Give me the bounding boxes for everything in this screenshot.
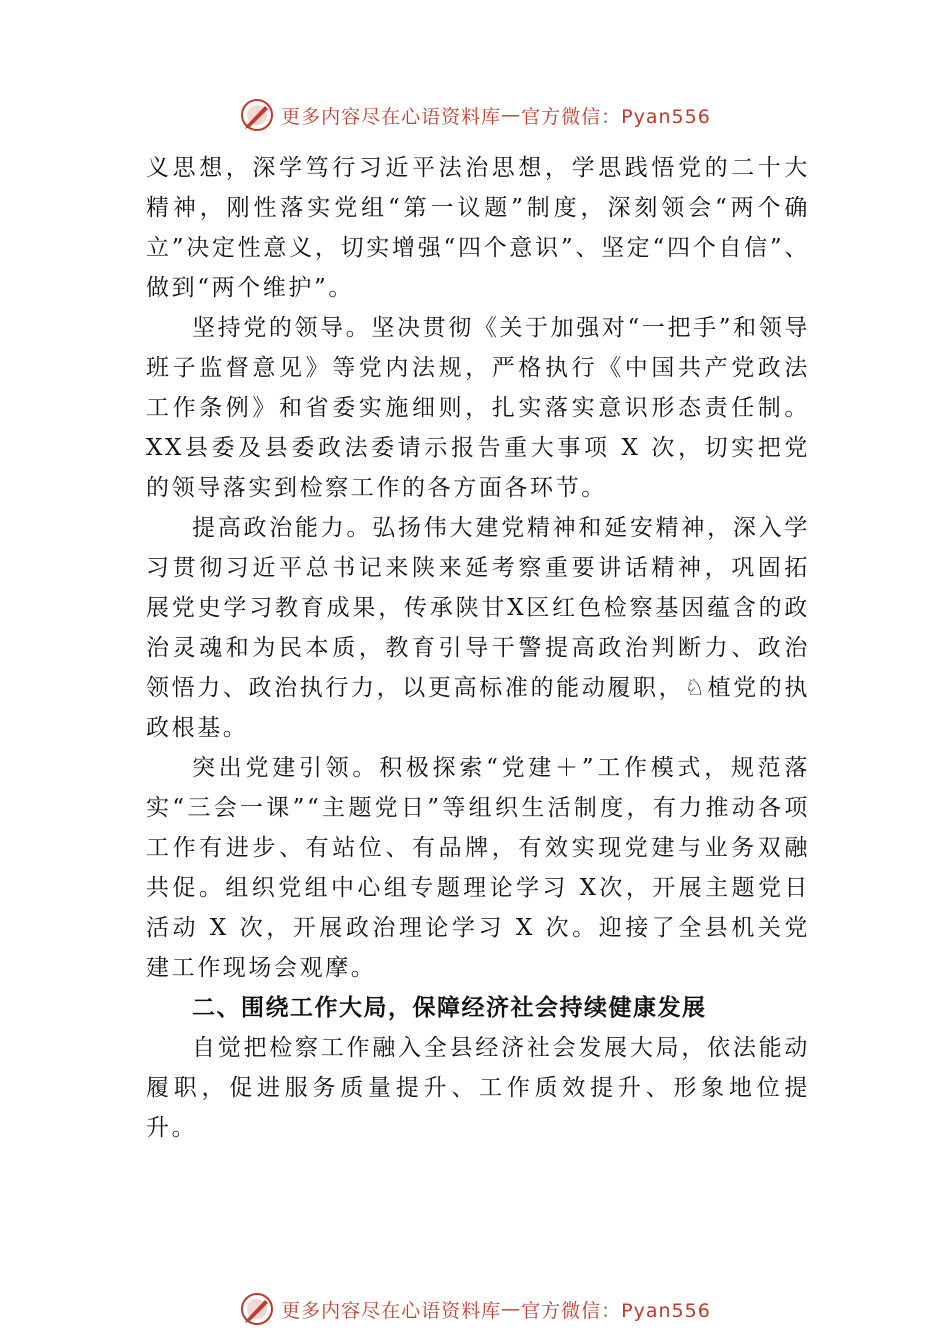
pen-logo-icon [239, 97, 275, 133]
paragraph-section-intro: 自觉把检察工作融入全县经济社会发展大局，依法能动履职，促进服务质量提升、工作质效提升、形象地位提升。 [146, 1035, 810, 1141]
watermark-dash: — [501, 104, 522, 126]
watermark-text: 更多内容尽在心语资料库 [281, 1299, 502, 1322]
document-body [146, 148, 810, 1148]
pen-logo-icon [239, 1291, 275, 1327]
watermark-header [0, 95, 950, 135]
watermark-footer [0, 1289, 950, 1329]
paragraph-party-leadership: 坚持党的领导。坚决贯彻《关于加强对“一把手”和领导班子监督意见》等党内法规，严格执行《中国共产党政法工作条例》和省委实施细则，扎实落实意识形态责任制。XX县委及县委政法委请示报告重大事项 X 次，切实把党的领导落实到检察工作的各方面各环节。 [146, 315, 810, 501]
paragraph-political-ability: 提高政治能力。弘扬伟大建党精神和延安精神，深入学习贯彻习近平总书记来陕来延考察重要讲话精神，巩固拓展党史学习教育成果，传承陕甘X区红色检察基因蕴含的政治灵魂和为民本质，教育引导干警提高政治判断力、政治领悟力、政治执行力，以更高标准的能动履职，♘植党的执政根基。 [146, 515, 810, 741]
watermark-contact: 官方微信：Pyan556 [521, 1299, 711, 1322]
watermark-dash: — [501, 1298, 522, 1320]
watermark-text: 更多内容尽在心语资料库 [281, 105, 502, 128]
paragraph-party-building: 突出党建引领。积极探索“党建＋”工作模式，规范落实“三会一课”“主题党日”等组织生活制度，有力推动各项工作有进步、有站位、有品牌，有效实现党建与业务双融共促。组织党组中心组专题理论学习 X次，开展主题党日活动 X 次，开展政治理论学习 X 次。迎接了全县机关党建工作现场会观摩。 [146, 755, 810, 981]
paragraph-continuation: 义思想，深学笃行习近平法治思想，学思践悟党的二十大精神，刚性落实党组“第一议题”制度，深刻领会“两个确立”决定性意义，切实增强“四个意识”、坚定“四个自信”、做到“两个维护”。 [146, 155, 810, 301]
watermark-contact: 官方微信：Pyan556 [521, 105, 711, 128]
section-heading: 二、围绕工作大局，保障经济社会持续健康发展 [192, 995, 707, 1021]
